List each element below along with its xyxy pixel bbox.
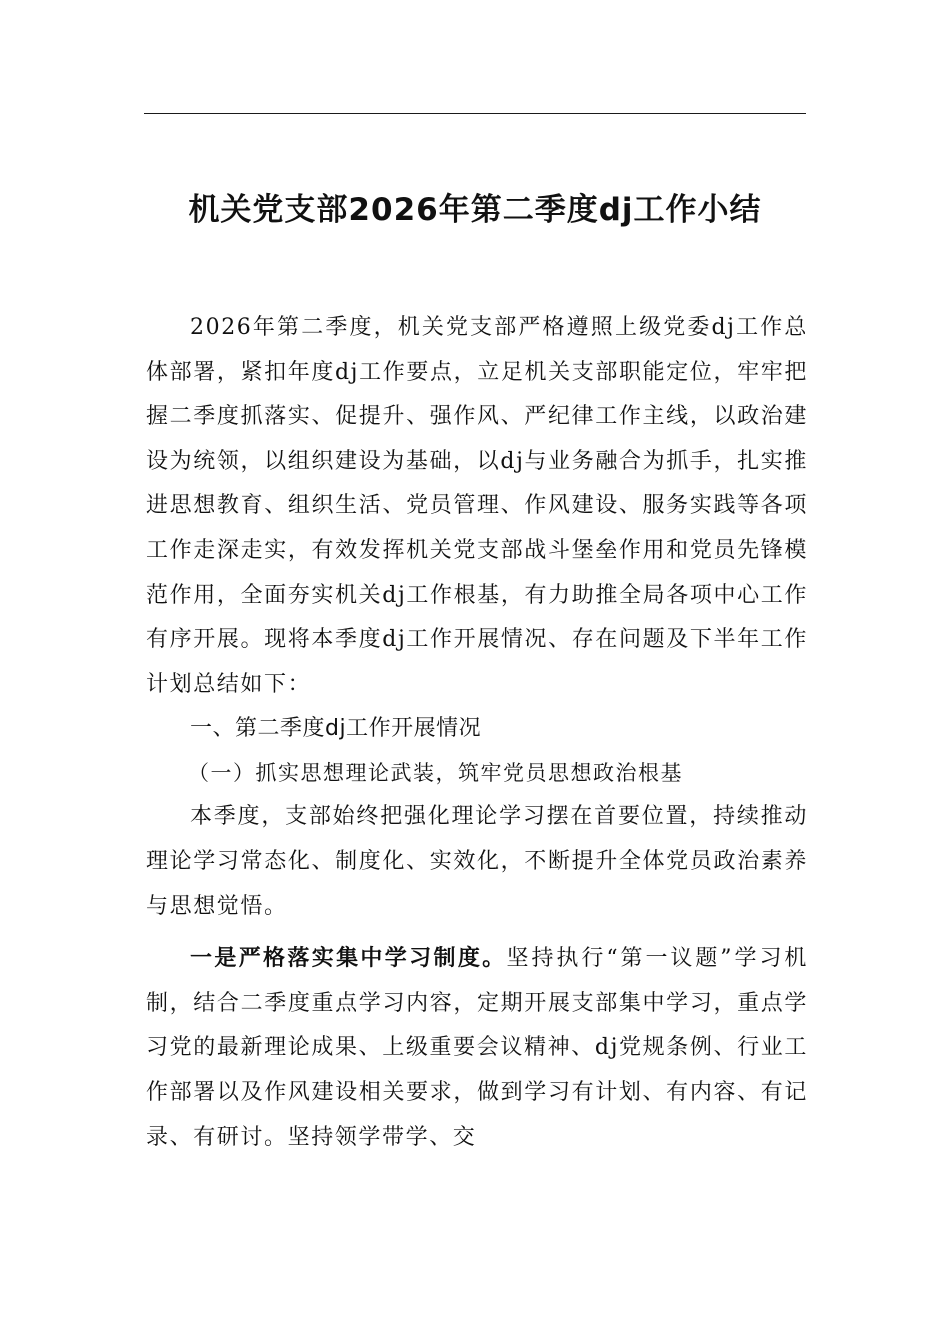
point-paragraph <box>146 937 808 1160</box>
document-body <box>146 306 808 1160</box>
subsection-heading: （一）抓实思想理论武装，筑牢党员思想政治根基 <box>188 761 683 786</box>
subsection-paragraph: 本季度，支部始终把强化理论学习摆在首要位置，持续推动理论学习常态化、制度化、实效化，不断提升全体党员政治素养与思想觉悟。 <box>146 804 808 919</box>
section-heading: 一、第二季度dj工作开展情况 <box>190 716 482 742</box>
document-title: 机关党支部2026年第二季度dj工作小结 <box>188 192 762 228</box>
intro-paragraph: 2026年第二季度，机关党支部严格遵照上级党委dj工作总体部署，紧扣年度dj工作要点，立足机关支部职能定位，牢牢把握二季度抓落实、促提升、强作风、严纪律工作主线，以政治建设为统领，以组织建设为基础，以dj与业务融合为抓手，扎实推进思想教育、组织生活、党员管理、作风建设、服务实践等各项工作走深走实，有效发挥机关党支部战斗堡垒作用和党员先锋模范作用，全面夯实机关dj工作根基，有力助推全局各项中心工作有序开展。现将本季度dj工作开展情况、存在问题及下半年工作计划总结如下： <box>146 315 808 697</box>
point-lead: 一是严格落实集中学习制度。 <box>190 946 507 972</box>
header-rule <box>144 113 806 114</box>
paragraph-spacer <box>146 929 808 937</box>
point-text: 坚持执行“第一议题”学习机制，结合二季度重点学习内容，定期开展支部集中学习，重点学习党的最新理论成果、上级重要会议精神、dj党规条例、行业工作部署以及作风建设相关要求，做到学习有计划、有内容、有记录、有研讨。坚持领学带学、交 <box>146 946 808 1150</box>
